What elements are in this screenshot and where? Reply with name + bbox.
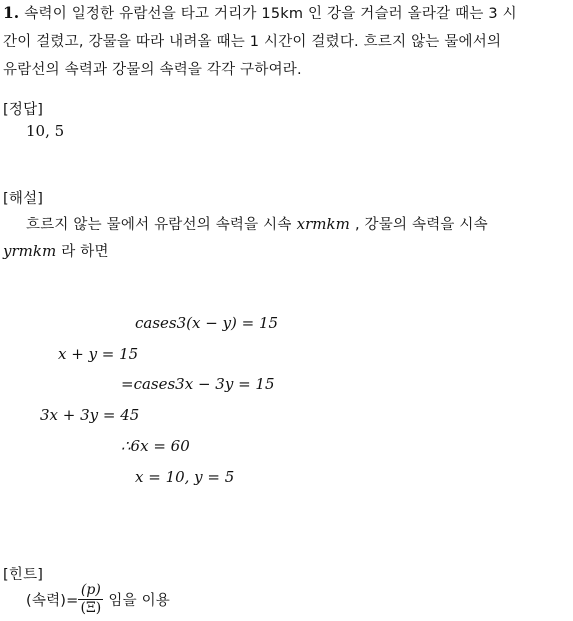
question-line-3: 유람선의 속력과 강물의 속력을 각각 구하여라. (3, 62, 302, 78)
hint-denominator: (Ξ) (80, 600, 102, 616)
equation-2: x + y = 15 (58, 345, 139, 363)
hint-label: [힌트] (3, 567, 44, 583)
explanation-var-x: xrmkm (296, 215, 350, 233)
question-block (3, 2, 517, 23)
answer-value: 10, 5 (26, 122, 65, 140)
hint-formula (26, 582, 170, 617)
explanation-line-2 (3, 240, 109, 261)
answer-label: [정답] (3, 102, 44, 118)
explanation-text-1b: , 강물의 속력을 시속 (354, 217, 488, 233)
equation-1: cases3(x − y) = 15 (135, 314, 279, 332)
explanation-label: [해설] (3, 191, 44, 207)
question-line-1: 속력이 일정한 유람선을 타고 거리가 15km 인 강을 거슬러 올라갈 때는 3 시 (24, 6, 517, 22)
equation-5: ∴6x = 60 (121, 437, 190, 455)
explanation-var-y: yrmkm (3, 242, 57, 260)
question-number: 1. (3, 3, 20, 22)
equation-6: x = 10, y = 5 (135, 468, 235, 486)
hint-numerator: (p) (78, 582, 103, 600)
explanation-line-1 (26, 213, 488, 234)
question-line-2: 간이 걸렸고, 강물을 따라 내려올 때는 1 시간이 걸렸다. 흐르지 않는 물에서의 (3, 34, 502, 50)
hint-suffix: 임을 이용 (108, 593, 170, 609)
equation-4: 3x + 3y = 45 (40, 406, 140, 424)
explanation-text-1a: 흐르지 않는 물에서 유람선의 속력을 시속 (26, 217, 292, 233)
explanation-text-2b: 라 하면 (61, 244, 109, 260)
hint-fraction (78, 582, 103, 617)
hint-prefix: (속력)= (26, 593, 79, 609)
equation-3: =cases3x − 3y = 15 (121, 375, 275, 393)
